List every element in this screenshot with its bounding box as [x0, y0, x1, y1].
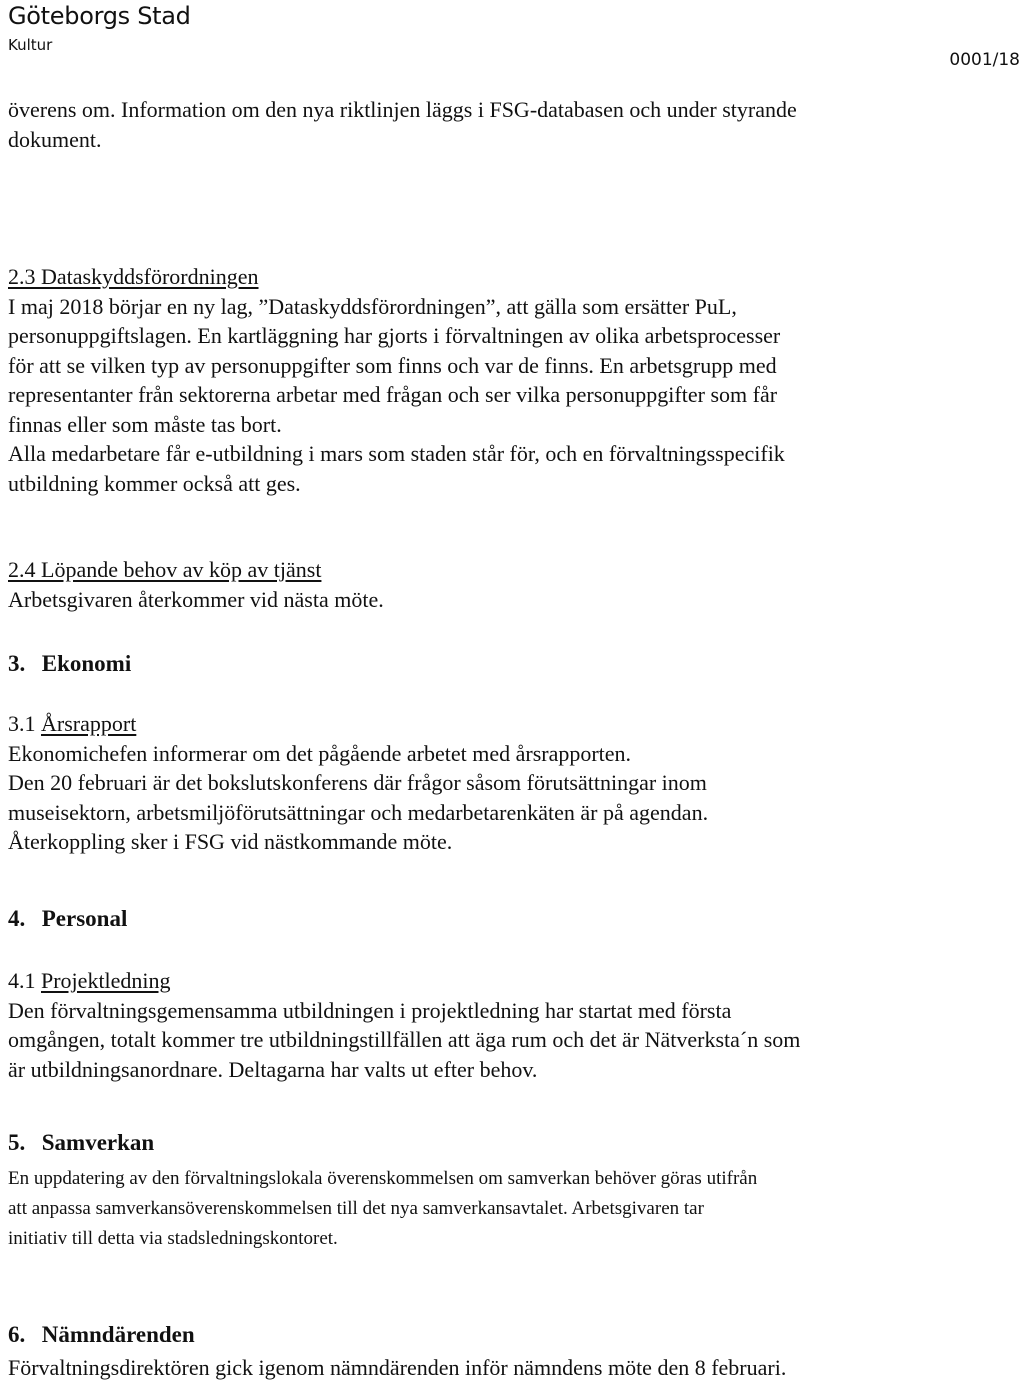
- reference-number: 0001/18: [949, 50, 1020, 70]
- text-line: representanter från sektorerna arbetar med frågan och ser vilka personuppgifter som får: [8, 382, 778, 407]
- section-5-text: [8, 1164, 1018, 1254]
- section-title: Samverkan: [41, 1130, 155, 1155]
- section-number: 5.: [8, 1130, 26, 1155]
- section-4-1: [8, 966, 1018, 1084]
- text-line: överens om. Information om den nya riktlinjen läggs i FSG-databasen och under styrande: [8, 97, 797, 122]
- heading-text: Årsrapport: [41, 711, 137, 736]
- text-line: dokument.: [8, 126, 102, 152]
- section-number: 3.: [8, 651, 26, 676]
- section-2-3: [8, 262, 1018, 498]
- text-line: initiativ till detta via stadsledningskontoret.: [8, 1228, 338, 1249]
- text-line: finnas eller som måste tas bort.: [8, 411, 282, 437]
- section-number: 4.: [8, 906, 26, 931]
- text-line: Återkoppling sker i FSG vid nästkommande möte.: [8, 829, 453, 854]
- section-2-4: [8, 555, 1018, 614]
- organization-name: Göteborgs Stad: [8, 2, 191, 30]
- section-6-heading: [8, 1322, 195, 1348]
- text-line: museisektorn, arbetsmiljöförutsättningar och medarbetarenkäten är på agendan.: [8, 799, 709, 825]
- text-line: En uppdatering av den förvaltningslokala överenskommelsen om samverkan behöver göras utifrån: [8, 1168, 758, 1189]
- section-4-heading: [8, 906, 127, 932]
- section-title: Ekonomi: [41, 651, 132, 676]
- text-line: att anpassa samverkansöverenskommelsen till det nya samverkansavtalet. Arbetsgivaren tar: [8, 1198, 704, 1219]
- heading-number: 3.1: [8, 711, 36, 736]
- section-heading: 2.4 Löpande behov av köp av tjänst: [8, 557, 322, 582]
- section-title: Nämndärenden: [41, 1322, 195, 1347]
- section-6-text: [8, 1353, 1018, 1383]
- text-line: Förvaltningsdirektören gick igenom nämndärenden inför nämndens möte den 8 februari.: [8, 1355, 787, 1380]
- text-line: Den 20 februari är det bokslutskonferens där frågor såsom förutsättningar inom: [8, 770, 707, 795]
- section-3-heading: [8, 651, 131, 677]
- text-line: personuppgiftslagen. En kartläggning har gjorts i förvaltningen av olika arbetsprocesser: [8, 323, 781, 348]
- text-line: omgången, totalt kommer tre utbildningstillfällen att äga rum och det är Nätverksta´n som: [8, 1027, 801, 1052]
- text-line: Den förvaltningsgemensamma utbildningen i projektledning har startat med första: [8, 997, 732, 1023]
- text-line: Arbetsgivaren återkommer vid nästa möte.: [8, 586, 384, 612]
- text-line: är utbildningsanordnare. Deltagarna har valts ut efter behov.: [8, 1056, 538, 1082]
- text-line: för att se vilken typ av personuppgifter som finns och var de finns. En arbetsgrupp med: [8, 352, 777, 378]
- section-heading: 2.3 Dataskyddsförordningen: [8, 264, 259, 289]
- section-heading: [8, 709, 1018, 739]
- text-line: I maj 2018 börjar en ny lag, ”Dataskyddsförordningen”, att gälla som ersätter PuL,: [8, 293, 737, 319]
- department-name: Kultur: [8, 36, 53, 54]
- text-line: Ekonomichefen informerar om det pågående arbetet med årsrapporten.: [8, 740, 632, 766]
- section-number: 6.: [8, 1322, 26, 1347]
- intro-paragraph: [8, 95, 1018, 154]
- heading-text: Projektledning: [41, 968, 171, 993]
- heading-number: 4.1: [8, 968, 36, 993]
- text-line: utbildning kommer också att ges.: [8, 470, 301, 496]
- section-5-heading: [8, 1130, 154, 1156]
- section-heading: [8, 966, 1018, 996]
- section-title: Personal: [41, 906, 128, 931]
- text-line: Alla medarbetare får e-utbildning i mars som staden står för, och en förvaltningsspecifik: [8, 441, 785, 466]
- section-3-1: [8, 709, 1018, 857]
